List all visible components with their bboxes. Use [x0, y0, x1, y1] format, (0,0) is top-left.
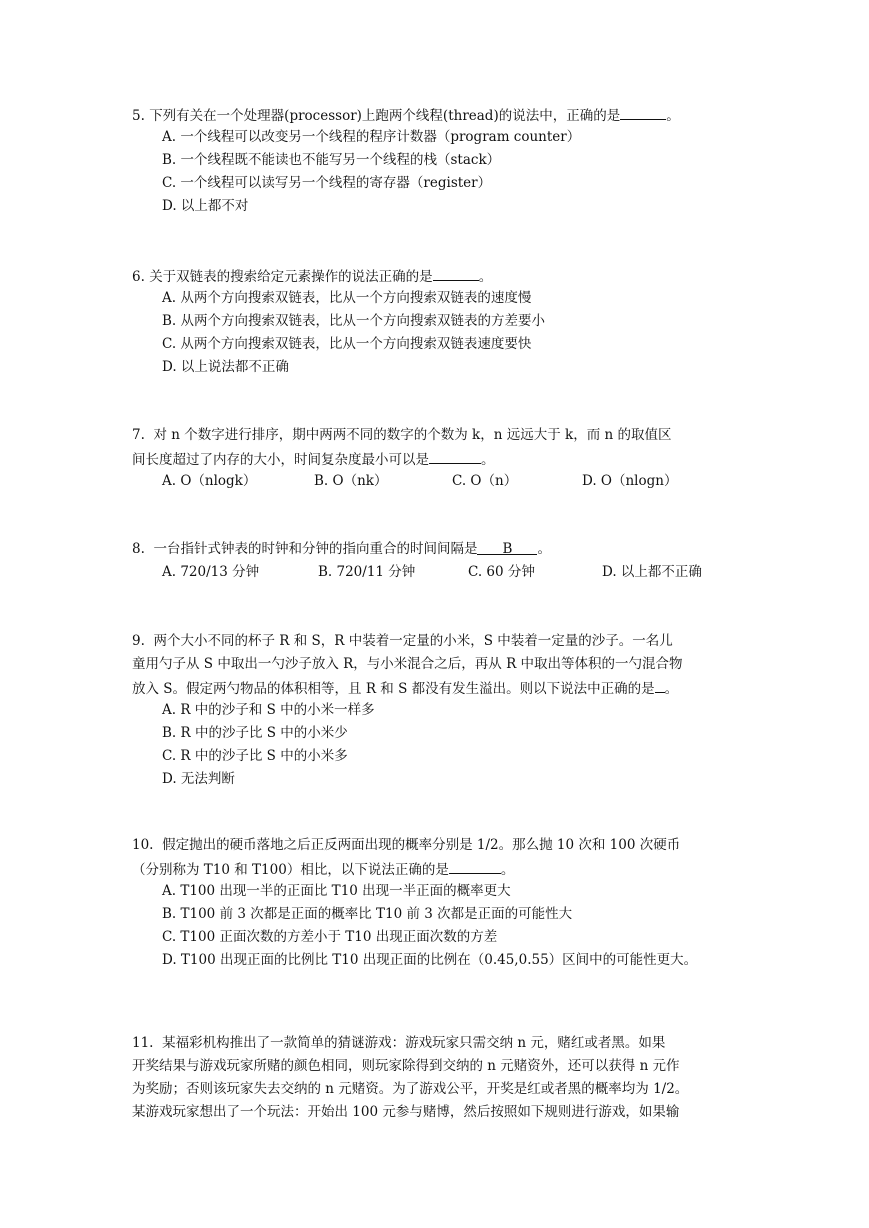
question-stem-line-1 [132, 630, 742, 653]
question-stem-line-2: 童用勺子从 S 中取出一勺沙子放入 R，与小米混合之后，再从 R 中取出等体积的一勺混合物 [132, 656, 683, 672]
stem-text: 一台指针式钟表的时钟和分钟的指向重合的时间间隔是 [153, 541, 478, 557]
answer-blank [655, 676, 665, 693]
stem-text: 下列有关在一个处理器(processor)上跑两个线程(thread)的说法中，正确的是 [149, 108, 621, 124]
question-5 [132, 103, 742, 218]
stem-end: 。 [481, 452, 495, 468]
options-row [132, 561, 742, 584]
stem-text: 间长度超过了内存的大小，时间复杂度最小可以是 [132, 452, 429, 468]
option-c: C. 一个线程可以读写另一个线程的寄存器（register） [162, 175, 492, 191]
question-stem-line-4: 某游戏玩家想出了一个玩法：开始出 100 元参与赌博，然后按照如下规则进行游戏，如果输 [132, 1104, 680, 1120]
option-c: C. 60 分钟 [468, 564, 535, 580]
question-stem-line-1 [132, 424, 742, 447]
option-a: A. 一个线程可以改变另一个线程的程序计数器（program counter） [162, 129, 581, 145]
stem-text: 假定抛出的硬币落地之后正反两面出现的概率分别是 1/2。那么抛 10 次和 100 次硬币 [162, 837, 681, 853]
stem-text: 放入 S。假定两勺物品的体积相等，且 R 和 S 都没有发生溢出。则以下说法中正确的是 [132, 681, 655, 697]
stem-end: 。 [478, 269, 493, 285]
options-row [132, 470, 742, 493]
question-11 [132, 1032, 742, 1124]
question-stem-line-3 [132, 676, 742, 699]
question-number: 6. [132, 269, 145, 285]
option-c: C. 从两个方向搜索双链表，比从一个方向搜索双链表速度要快 [162, 336, 532, 352]
question-number: 9. [132, 633, 145, 649]
answer-blank: B [477, 538, 537, 555]
question-number: 7. [132, 427, 145, 443]
option-a: A. T100 出现一半的正面比 T10 出现一半正面的概率更大 [162, 883, 511, 899]
question-7 [132, 424, 742, 493]
option-b: B. O（nk） [314, 473, 388, 489]
question-stem-line-2: 开奖结果与游戏玩家所赌的颜色相同，则玩家除得到交纳的 n 元赌资外，还可以获得 n 元作 [132, 1058, 680, 1074]
question-number: 10. [132, 837, 154, 853]
question-number: 11. [132, 1035, 154, 1051]
question-8 [132, 538, 742, 584]
stem-text: 两个大小不同的杯子 R 和 S，R 中装着一定量的小米，S 中装着一定量的沙子。一名儿 [153, 633, 673, 649]
stem-text: （分别称为 T10 和 T100）相比，以下说法正确的是 [132, 862, 449, 878]
option-a: A. 720/13 分钟 [162, 564, 260, 580]
option-c: C. O（n） [452, 473, 518, 489]
option-d: D. 无法判断 [162, 771, 235, 787]
question-stem-line-1 [132, 834, 742, 857]
option-c: C. T100 正面次数的方差小于 T10 出现正面次数的方差 [162, 929, 498, 945]
question-10 [132, 834, 742, 972]
answer-blank [433, 264, 479, 281]
question-stem-line-1 [132, 1032, 742, 1055]
question-stem [132, 538, 742, 561]
option-d: D. 以上说法都不正确 [162, 359, 289, 375]
answer-blank [429, 447, 481, 464]
question-number: 8. [132, 541, 145, 557]
stem-end: 。 [537, 541, 551, 557]
question-stem [132, 264, 742, 287]
option-b: B. 一个线程既不能读也不能写另一个线程的栈（stack） [162, 152, 501, 168]
option-b: B. T100 前 3 次都是正面的概率比 T10 前 3 次都是正面的可能性大 [162, 906, 573, 922]
question-stem-line-2 [132, 857, 742, 880]
stem-text: 某福彩机构推出了一款简单的猜谜游戏：游戏玩家只需交纳 n 元，赌红或者黑。如果 [162, 1035, 666, 1051]
question-stem-line-3: 为奖励；否则该玩家失去交纳的 n 元赌资。为了游戏公平，开奖是红或者黑的概率均为 1/2。 [132, 1081, 689, 1097]
question-stem-line-2 [132, 447, 742, 470]
option-a: A. R 中的沙子和 S 中的小米一样多 [162, 702, 375, 718]
option-d: D. O（nlogn） [582, 473, 678, 489]
question-6 [132, 264, 742, 379]
option-b: B. R 中的沙子比 S 中的小米少 [162, 725, 348, 741]
answer-blank [620, 103, 666, 120]
option-d: D. 以上都不正确 [602, 564, 702, 580]
option-d: D. T100 出现正面的比例比 T10 出现正面的比例在（0.45,0.55）区间中的可能性更大。 [162, 952, 698, 968]
stem-end: 。 [664, 681, 679, 697]
stem-end: 。 [666, 108, 680, 124]
option-b: B. 从两个方向搜索双链表，比从一个方向搜索双链表的方差要小 [162, 313, 546, 329]
option-a: A. O（nlogk） [162, 473, 257, 489]
option-a: A. 从两个方向搜索双链表，比从一个方向搜索双链表的速度慢 [162, 290, 532, 306]
stem-text: 关于双链表的搜索给定元素操作的说法正确的是 [149, 269, 433, 285]
stem-end: 。 [500, 862, 515, 878]
stem-text: 对 n 个数字进行排序，期中两两不同的数字的个数为 k，n 远远大于 k，而 n 的取值区 [153, 427, 672, 443]
answer-blank [449, 857, 501, 874]
option-d: D. 以上都不对 [162, 198, 249, 214]
option-c: C. R 中的沙子比 S 中的小米多 [162, 748, 348, 764]
question-number: 5. [132, 108, 145, 124]
option-b: B. 720/11 分钟 [318, 564, 416, 580]
question-9 [132, 630, 742, 791]
question-stem [132, 103, 742, 126]
